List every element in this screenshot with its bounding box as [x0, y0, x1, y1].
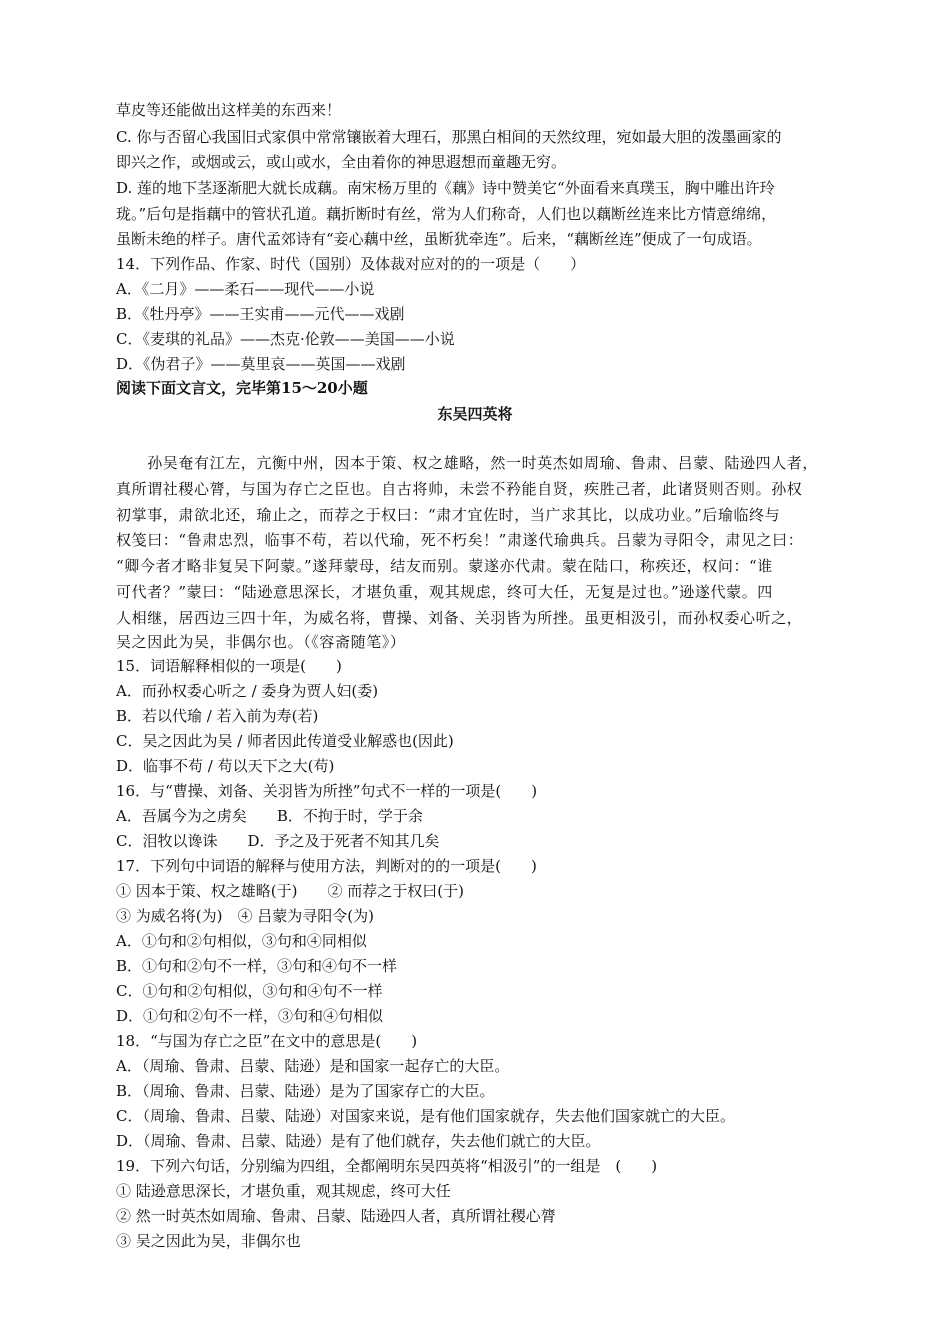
option-d: D．《伪君子》——莫里哀——英国——戏剧 — [116, 355, 406, 373]
text-line: 即兴之作，或烟或云，或山或水，全由着你的神思遐想而童趣无穷。 — [116, 153, 567, 171]
sentence-items: ③ 为威名将(为) ④ 吕蒙为寻阳令(为) — [116, 907, 374, 925]
options-cd: C．泪牧以谗诛 D．予之及于死者不知其几矣 — [116, 832, 440, 850]
text-line: 草皮等还能做出这样美的东西来！ — [116, 101, 342, 119]
passage-line: 吴之因此为吴，非偶尔也。（《容斋随笔》） — [116, 633, 406, 651]
option-a: A．①句和②句相似，③句和④同相似 — [116, 932, 367, 950]
option-c: C．吴之因此为吴 / 师者因此传道受业解惑也(因此) — [116, 732, 454, 750]
option-a: A．（周瑜、鲁肃、吕蒙、陆逊）是和国家一起存亡的大臣。 — [116, 1057, 510, 1075]
option-d: D．临事不苟 / 苟以天下之大(苟) — [116, 757, 335, 775]
question-18: 18．“与国为存亡之臣”在文中的意思是( ) — [116, 1032, 418, 1050]
sentence-items: ① 因本于策、权之雄略(于) ② 而荐之于权曰(于) — [116, 882, 464, 900]
option-a: A．《二月》——柔石——现代——小说 — [116, 280, 375, 298]
passage-line: 人相继，居西边三四十年，为威名将，曹操、刘备、关羽皆为所挫。虽更相汲引，而孙权委心听之， — [116, 609, 803, 627]
option-c: C．《麦琪的礼品》——杰克·伦敦——美国——小说 — [116, 330, 455, 348]
question-16: 16．与“曹操、刘备、关羽皆为所挫”句式不一样的一项是( ) — [116, 782, 538, 800]
sentence-item-3: ③ 吴之因此为吴，非偶尔也 — [116, 1232, 301, 1250]
passage-line: 孙吴奄有江左，亢衡中州，因本于策、权之雄略，然一时英杰如周瑜、鲁肃、吕蒙、陆逊四人者， — [116, 454, 819, 472]
text-line: 虽断未绝的样子。唐代孟郊诗有“妾心藕中丝，虽断犹牵连”。后来，“藕断丝连”便成了一句成语。 — [116, 230, 762, 248]
passage-line: 权笺曰：“鲁肃忠烈，临事不苟，若以代瑜，死不朽矣！”肃遂代瑜典兵。吕蒙为寻阳令，肃见之曰： — [116, 531, 804, 549]
option-b: B．若以代瑜 / 若入前为寿(若) — [116, 707, 319, 725]
options-ab: A．吾属今为之虏矣 B．不拘于时，学于余 — [116, 807, 423, 825]
sentence-item-1: ① 陆逊意思深长，才堪负重，观其规虑，终可大任 — [116, 1182, 451, 1200]
option-d: D．（周瑜、鲁肃、吕蒙、陆逊）是有了他们就存，失去他们就亡的大臣。 — [116, 1132, 601, 1150]
section-heading: 阅读下面文言文，完毕第15～20小题 — [116, 379, 368, 397]
option-b: B．《牡丹亭》——王实甫——元代——戏剧 — [116, 305, 405, 323]
option-c: C．①句和②句相似，③句和④句不一样 — [116, 982, 383, 1000]
option-b: B．①句和②句不一样，③句和④句不一样 — [116, 957, 398, 975]
text-line: D. 莲的地下茎逐渐肥大就长成藕。南宋杨万里的《藕》诗中赞美它“外面看来真璞玉，胸中雕出许玲 — [116, 179, 775, 197]
passage-title: 东吴四英将 — [437, 405, 513, 423]
passage-line: 可代者？”蒙曰：“陆逊意思深长，才堪负重，观其规虑，终可大任，无复是过也。”逊遂代蒙。四 — [116, 583, 773, 601]
option-a: A．而孙权委心听之 / 委身为贾人妇(委) — [116, 682, 379, 700]
text-line: C. 你与否留心我国旧式家俱中常常镶嵌着大理石，那黑白相间的天然纹理，宛如最大胆的泼墨画家的 — [116, 128, 782, 146]
passage-line: 初掌事，肃欲北还，瑜止之，而荐之于权曰：“肃才宜佐时，当广求其比，以成功业。”后瑜临终与 — [116, 506, 781, 524]
sentence-item-2: ② 然一时英杰如周瑜、鲁肃、吕蒙、陆逊四人者，真所谓社稷心膂 — [116, 1207, 556, 1225]
text-line: 珑。”后句是指藕中的管状孔道。藕折断时有丝，常为人们称奇，人们也以藕断丝连来比方情意绵绵， — [116, 205, 777, 223]
question-19: 19．下列六句话，分别编为四组，全都阐明东吴四英将“相汲引”的一组是 ( ) — [116, 1157, 658, 1175]
passage-line: “卿今者才略非复吴下阿蒙。”遂拜蒙母，结友而别。蒙遂亦代肃。蒙在陆口，称疾还，权问：“谁 — [116, 557, 773, 575]
passage-line: 真所谓社稷心膂，与国为存亡之臣也。自古将帅，未尝不矜能自贤，疾胜己者，此诸贤则否则。孙权 — [116, 480, 803, 498]
question-14: 14．下列作品、作家、时代（国别）及体裁对应对的的一项是（ ） — [116, 255, 586, 273]
option-c: C．（周瑜、鲁肃、吕蒙、陆逊）对国家来说，是有他们国家就存，失去他们国家就亡的大臣。 — [116, 1107, 735, 1125]
question-15: 15．词语解释相似的一项是( ) — [116, 657, 342, 675]
option-d: D．①句和②句不一样，③句和④句相似 — [116, 1007, 384, 1025]
option-b: B．（周瑜、鲁肃、吕蒙、陆逊）是为了国家存亡的大臣。 — [116, 1082, 495, 1100]
question-17: 17．下列句中词语的解释与使用方法，判断对的的一项是( ) — [116, 857, 537, 875]
